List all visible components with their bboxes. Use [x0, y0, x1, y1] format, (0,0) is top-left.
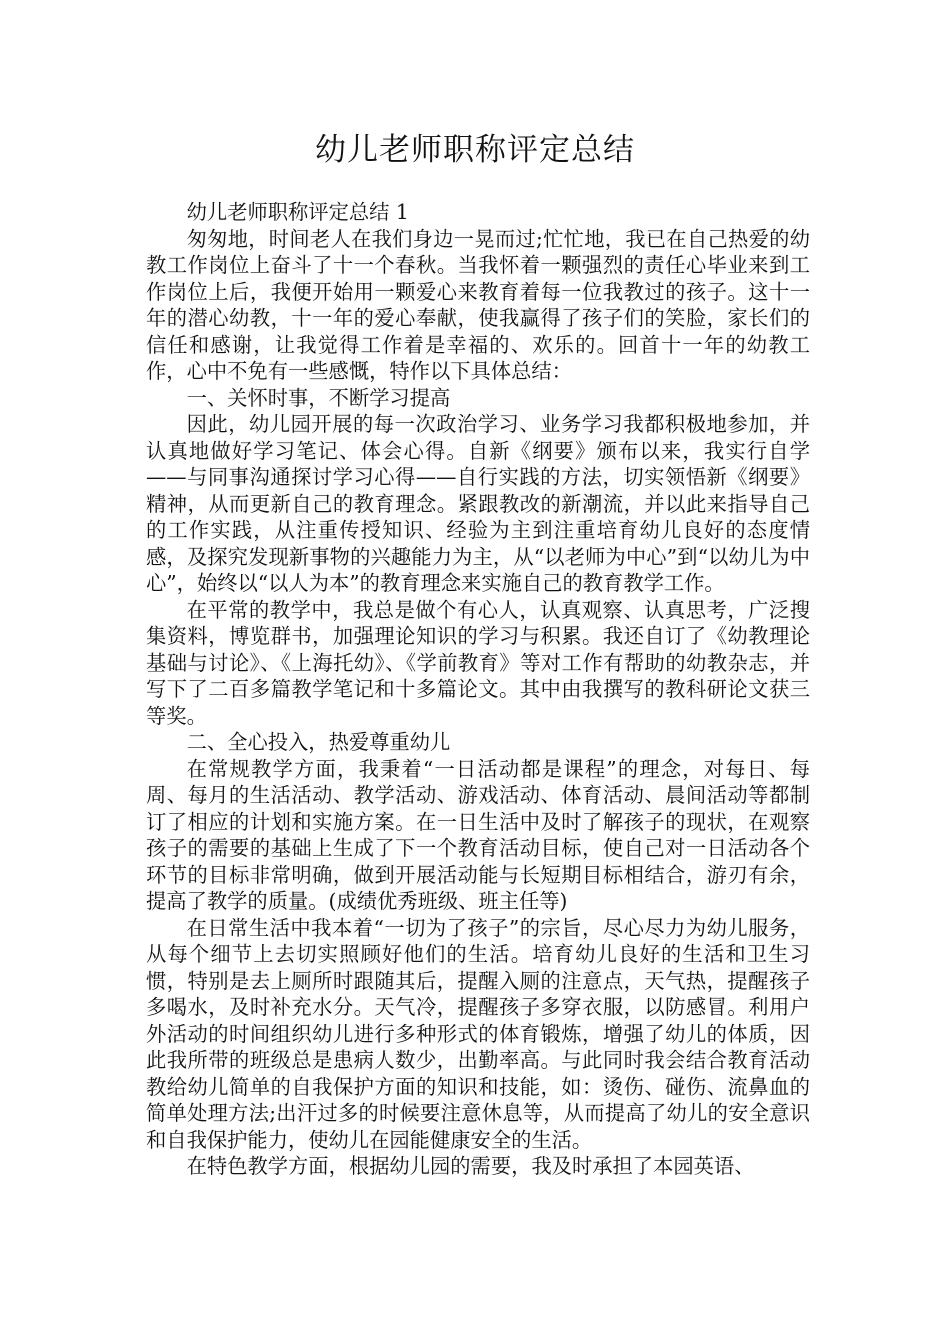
paragraph-special-teaching: 在特色教学方面，根据幼儿园的需要，我及时承担了本园英语、 [186, 1154, 755, 1178]
paragraph-study: 因此，幼儿园开展的每一次政治学习、业务学习我都积极地参加，并认真地做好学习笔记、体会心得。自新《纲要》颁布以来，我实行自学——与同事沟通探讨学习心得——自行实践的方法，切实领悟新《纲要》精神，从而更新自己的教育理念。紧跟教改的新潮流，并以此来指导自己的工作实践，从注重传授知识、经验为主到注重培育幼儿良好的态度情感，及探究发现新事物的兴趣能力为主，从“以老师为中心”到“以幼儿为中心”，始终以“以人为本”的教育理念来实施自己的教育教学工作。 [146, 412, 810, 595]
document-title: 幼儿老师职称评定总结 [315, 132, 635, 168]
section-subtitle: 幼儿老师职称评定总结 1 [186, 200, 409, 224]
paragraph-daily-care: 在日常生活中我本着“一切为了孩子”的宗旨，尽心尽力为幼儿服务，从每个细节上去切实照顾好他们的生活。培育幼儿良好的生活和卫生习惯，特别是去上厕所时跟随其后，提醒入厕的注意点，天气热，提醒孩子多喝水，及时补充水分。天气冷，提醒孩子多穿衣服，以防感冒。利用户外活动的时间组织幼儿进行多种形式的体育锻炼，增强了幼儿的体质，因此我所带的班级总是患病人数少，出勤率高。与此同时我会结合教育活动教给幼儿简单的自我保护方面的知识和技能，如：烫伤、碰伤、流鼻血的简单处理方法;出汗过多的时候要注意休息等，从而提高了幼儿的安全意识和自我保护能力，使幼儿在园能健康安全的生活。 [146, 915, 810, 1152]
paragraph-intro: 匆匆地，时间老人在我们身边一晃而过;忙忙地，我已在自己热爱的幼教工作岗位上奋斗了十一个春秋。当我怀着一颗强烈的责任心毕业来到工作岗位上后，我便开始用一颗爱心来教育着每一位我教过的孩子。这十一年的潜心幼教，十一年的爱心奉献，使我赢得了孩子们的笑脸，家长们的信任和感谢，让我觉得工作着是幸福的、欢乐的。回首十一年的幼教工作，心中不免有一些感慨，特作以下具体总结： [146, 226, 810, 383]
paragraph-routine-teaching: 在常规教学方面，我秉着“一日活动都是课程”的理念，对每日、每周、每月的生活活动、教学活动、游戏活动、体育活动、晨间活动等都制订了相应的计划和实施方案。在一日生活中及时了解孩子的现状，在观察孩子的需要的基础上生成了下一个教育活动目标，使自己对一日活动各个环节的目标非常明确，做到开展活动能与长短期目标相结合，游刃有余，提高了教学的质量。(成绩优秀班级、班主任等) [146, 756, 810, 913]
paragraph-research: 在平常的教学中，我总是做个有心人，认真观察、认真思考，广泛搜集资料，博览群书，加强理论知识的学习与积累。我还自订了《幼教理论基础与讨论》、《上海托幼》、《学前教育》等对工作有帮助的幼教杂志，并写下了二百多篇教学笔记和十多篇论文。其中由我撰写的教科研论文获三等奖。 [146, 597, 810, 728]
section-heading-2: 二、全心投入，热爱尊重幼儿 [186, 730, 451, 754]
document-body [146, 199, 810, 1180]
section-heading-1: 一、关怀时事，不断学习提高 [186, 385, 451, 410]
